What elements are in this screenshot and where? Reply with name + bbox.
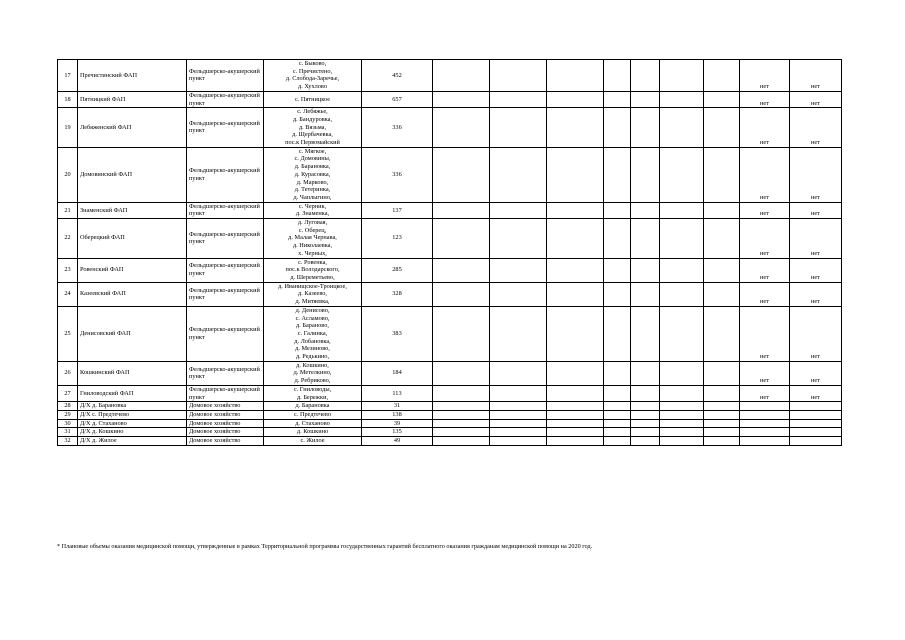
table-row: [58, 258, 842, 282]
population-cell: 328: [362, 282, 433, 306]
empty-cell: [547, 306, 604, 361]
settlement: с. Черник,: [298, 202, 327, 210]
flag-cell-b: нет: [790, 202, 842, 218]
population-cell: 39: [362, 419, 433, 428]
empty-cell: [433, 202, 490, 218]
empty-cell: [660, 385, 704, 401]
row-number: 30: [58, 419, 78, 428]
empty-cell: [490, 219, 547, 259]
facilities-table: [57, 59, 842, 446]
empty-cell: [433, 60, 490, 92]
facility-name: Домовинский ФАП: [78, 147, 187, 202]
settlements-cell: [264, 361, 362, 385]
flag-cell-a: [740, 419, 790, 428]
facility-name: Ровенский ФАП: [78, 258, 187, 282]
empty-cell: [490, 410, 547, 419]
empty-cell: [433, 419, 490, 428]
empty-cell: [547, 282, 604, 306]
table-row: [58, 419, 842, 428]
flag-cell-a: нет: [740, 306, 790, 361]
settlement: д. Бережки,: [296, 393, 329, 401]
empty-cell: [631, 410, 660, 419]
facility-type: Фельдшерско-акушерский пункт: [187, 108, 264, 148]
table-row: [58, 306, 842, 361]
settlement: х. Черных,: [298, 249, 327, 257]
empty-cell: [547, 202, 604, 218]
row-number: 23: [58, 258, 78, 282]
settlements-cell: [264, 147, 362, 202]
settlements-cell: [264, 410, 362, 419]
flag-cell-b: [790, 410, 842, 419]
row-number: 31: [58, 428, 78, 437]
flag-cell-b: нет: [790, 258, 842, 282]
row-number: 27: [58, 385, 78, 401]
flag-cell-b: [790, 402, 842, 411]
facility-name: Д/Х д. Стаханово: [78, 419, 187, 428]
flag-cell-b: [790, 437, 842, 446]
empty-cell: [547, 402, 604, 411]
settlement: д. Кошкино,: [296, 361, 329, 369]
settlement: с. Галинка,: [297, 329, 328, 337]
facility-type: Фельдшерско-акушерский пункт: [187, 91, 264, 107]
settlements-cell: [264, 428, 362, 437]
settlement: с. Мягкое,: [298, 147, 327, 155]
facility-type: Фельдшерско-акушерский пункт: [187, 258, 264, 282]
empty-cell: [704, 282, 740, 306]
facility-name: Денисовский ФАП: [78, 306, 187, 361]
row-number: 29: [58, 410, 78, 419]
empty-cell: [490, 385, 547, 401]
settlement: д. Барановка,: [294, 163, 331, 171]
settlements-cell: [264, 306, 362, 361]
empty-cell: [604, 202, 631, 218]
facility-name: Пятницкий ФАП: [78, 91, 187, 107]
facility-name: Казеевский ФАП: [78, 282, 187, 306]
empty-cell: [604, 219, 631, 259]
population-cell: 49: [362, 437, 433, 446]
empty-cell: [547, 419, 604, 428]
row-number: 22: [58, 219, 78, 259]
flag-cell-a: нет: [740, 60, 790, 92]
table-row: [58, 361, 842, 385]
empty-cell: [704, 419, 740, 428]
empty-cell: [631, 428, 660, 437]
empty-cell: [490, 402, 547, 411]
empty-cell: [604, 60, 631, 92]
flag-cell-b: нет: [790, 147, 842, 202]
facility-type: Фельдшерско-акушерский пункт: [187, 385, 264, 401]
settlement: д. Хухлово: [297, 83, 327, 91]
population-cell: 336: [362, 147, 433, 202]
empty-cell: [704, 258, 740, 282]
empty-cell: [660, 306, 704, 361]
facility-type: Фельдшерско-акушерский пункт: [187, 219, 264, 259]
settlements-cell: [264, 219, 362, 259]
row-number: 19: [58, 108, 78, 148]
facility-name: Д/Х д. Кошкино: [78, 428, 187, 437]
table-row: [58, 428, 842, 437]
empty-cell: [704, 108, 740, 148]
empty-cell: [547, 147, 604, 202]
empty-cell: [490, 108, 547, 148]
empty-cell: [490, 258, 547, 282]
footnote: * Плановые объемы оказания медицинской помощи, утвержденные в рамках Территориальной программы государственных гарантий бесплатного оказания гражданам медицинской помощи на 2020 год.: [57, 543, 593, 550]
facility-type: Домовое хозяйство: [187, 402, 264, 411]
empty-cell: [604, 385, 631, 401]
facility-type: Домовое хозяйство: [187, 410, 264, 419]
empty-cell: [631, 437, 660, 446]
row-number: 17: [58, 60, 78, 92]
empty-cell: [547, 385, 604, 401]
facility-type: Фельдшерско-акушерский пункт: [187, 306, 264, 361]
empty-cell: [433, 410, 490, 419]
empty-cell: [704, 202, 740, 218]
population-cell: 113: [362, 385, 433, 401]
flag-cell-a: нет: [740, 282, 790, 306]
empty-cell: [604, 437, 631, 446]
settlement: д. Редькино,: [295, 353, 330, 361]
table-row: [58, 202, 842, 218]
settlements-cell: [264, 402, 362, 411]
table-row: [58, 385, 842, 401]
empty-cell: [433, 282, 490, 306]
flag-cell-b: [790, 428, 842, 437]
empty-cell: [490, 361, 547, 385]
empty-cell: [660, 419, 704, 428]
settlement: д. Стаханово: [295, 419, 330, 427]
empty-cell: [631, 258, 660, 282]
empty-cell: [433, 402, 490, 411]
facility-name: Гниловодский ФАП: [78, 385, 187, 401]
empty-cell: [547, 258, 604, 282]
empty-cell: [660, 437, 704, 446]
settlement: д. Шереметьево,: [290, 273, 335, 281]
empty-cell: [490, 282, 547, 306]
facility-name: Д/Х с. Предтечево: [78, 410, 187, 419]
settlement: д. Марково,: [296, 178, 329, 186]
row-number: 32: [58, 437, 78, 446]
flag-cell-b: нет: [790, 306, 842, 361]
settlement: с. Асламово,: [295, 314, 330, 322]
facility-name: Пречистинский ФАП: [78, 60, 187, 92]
empty-cell: [704, 219, 740, 259]
empty-cell: [433, 361, 490, 385]
empty-cell: [660, 108, 704, 148]
settlement: д. Слобода-Заречье,: [285, 75, 340, 83]
settlements-cell: [264, 385, 362, 401]
empty-cell: [660, 60, 704, 92]
settlements-cell: [264, 202, 362, 218]
empty-cell: [604, 108, 631, 148]
empty-cell: [604, 282, 631, 306]
empty-cell: [631, 219, 660, 259]
empty-cell: [704, 91, 740, 107]
flag-cell-a: [740, 410, 790, 419]
flag-cell-a: нет: [740, 147, 790, 202]
empty-cell: [660, 202, 704, 218]
empty-cell: [433, 219, 490, 259]
settlement: д. Малая Чернава,: [288, 234, 337, 242]
empty-cell: [433, 108, 490, 148]
table-row: [58, 437, 842, 446]
settlement: д. Бандуровка,: [292, 115, 333, 123]
population-cell: 138: [362, 410, 433, 419]
empty-cell: [704, 385, 740, 401]
row-number: 20: [58, 147, 78, 202]
table-row: [58, 147, 842, 202]
settlement: д. Митяевка,: [295, 298, 330, 306]
empty-cell: [704, 60, 740, 92]
settlement: д. Щербачевка,: [292, 131, 333, 139]
empty-cell: [631, 419, 660, 428]
settlement: д. Знаменка,: [295, 210, 330, 218]
empty-cell: [604, 147, 631, 202]
empty-cell: [433, 428, 490, 437]
facility-name: Оберецкий ФАП: [78, 219, 187, 259]
table-row: [58, 410, 842, 419]
settlements-cell: [264, 108, 362, 148]
facility-type: Фельдшерско-акушерский пункт: [187, 147, 264, 202]
empty-cell: [604, 361, 631, 385]
row-number: 25: [58, 306, 78, 361]
settlements-cell: [264, 91, 362, 107]
population-cell: 123: [362, 219, 433, 259]
settlement: д. Курасовка,: [294, 170, 331, 178]
table-row: [58, 91, 842, 107]
settlement: д. Барановка: [295, 402, 330, 410]
empty-cell: [547, 361, 604, 385]
flag-cell-a: нет: [740, 361, 790, 385]
empty-cell: [547, 410, 604, 419]
facility-type: Домовое хозяйство: [187, 428, 264, 437]
settlement: с. Пятницкое: [294, 95, 330, 103]
empty-cell: [433, 147, 490, 202]
empty-cell: [490, 91, 547, 107]
settlement: д. Бараново,: [296, 322, 329, 330]
empty-cell: [490, 202, 547, 218]
settlement: пос.к Володарского,: [285, 266, 340, 274]
flag-cell-a: нет: [740, 108, 790, 148]
population-cell: 383: [362, 306, 433, 361]
empty-cell: [547, 91, 604, 107]
empty-cell: [631, 385, 660, 401]
facility-name: Д/Х д. Барановка: [78, 402, 187, 411]
empty-cell: [704, 410, 740, 419]
table-row: [58, 282, 842, 306]
facility-name: Кошкинский ФАП: [78, 361, 187, 385]
population-cell: 31: [362, 402, 433, 411]
settlement: с. Лебяжье,: [297, 108, 328, 116]
settlement: д. Чаплыгино,: [293, 193, 332, 201]
empty-cell: [490, 437, 547, 446]
settlement: д. Луговая,: [297, 219, 328, 227]
empty-cell: [490, 428, 547, 437]
facility-type: Фельдшерско-акушерский пункт: [187, 282, 264, 306]
flag-cell-a: [740, 402, 790, 411]
settlement: д. Казеево,: [298, 290, 327, 298]
flag-cell-b: нет: [790, 91, 842, 107]
settlement: д. Мезиново,: [295, 345, 330, 353]
empty-cell: [704, 361, 740, 385]
settlement: д. Тетеринка,: [294, 186, 331, 194]
settlements-cell: [264, 60, 362, 92]
empty-cell: [660, 282, 704, 306]
empty-cell: [547, 428, 604, 437]
table-row: [58, 108, 842, 148]
empty-cell: [660, 410, 704, 419]
population-cell: 336: [362, 108, 433, 148]
empty-cell: [631, 306, 660, 361]
empty-cell: [704, 306, 740, 361]
facility-name: Лебяженский ФАП: [78, 108, 187, 148]
empty-cell: [631, 361, 660, 385]
settlement: д. Ребриково,: [294, 377, 331, 385]
row-number: 18: [58, 91, 78, 107]
settlement: с. Жилое: [300, 437, 325, 445]
flag-cell-b: нет: [790, 385, 842, 401]
empty-cell: [660, 91, 704, 107]
table-body: [58, 60, 842, 446]
flag-cell-b: нет: [790, 282, 842, 306]
flag-cell-b: нет: [790, 60, 842, 92]
row-number: 21: [58, 202, 78, 218]
settlement: с. Быково,: [298, 60, 327, 67]
empty-cell: [490, 306, 547, 361]
empty-cell: [604, 402, 631, 411]
settlement: с. Гниловоды,: [293, 385, 332, 393]
row-number: 26: [58, 361, 78, 385]
empty-cell: [490, 419, 547, 428]
empty-cell: [490, 60, 547, 92]
empty-cell: [433, 258, 490, 282]
facility-type: Фельдшерско-акушерский пункт: [187, 60, 264, 92]
population-cell: 135: [362, 428, 433, 437]
empty-cell: [660, 219, 704, 259]
flag-cell-b: [790, 419, 842, 428]
empty-cell: [631, 202, 660, 218]
flag-cell-b: нет: [790, 219, 842, 259]
empty-cell: [604, 91, 631, 107]
flag-cell-a: нет: [740, 219, 790, 259]
settlement: с. Пречистено,: [292, 67, 333, 75]
empty-cell: [433, 306, 490, 361]
flag-cell-a: нет: [740, 91, 790, 107]
facility-type: Домовое хозяйство: [187, 419, 264, 428]
empty-cell: [660, 258, 704, 282]
settlement: д. Николаевка,: [292, 242, 333, 250]
empty-cell: [433, 385, 490, 401]
empty-cell: [704, 402, 740, 411]
population-cell: 657: [362, 91, 433, 107]
empty-cell: [631, 91, 660, 107]
table-row: [58, 402, 842, 411]
flag-cell-a: нет: [740, 385, 790, 401]
empty-cell: [660, 428, 704, 437]
facility-name: Д/Х д. Жилое: [78, 437, 187, 446]
settlements-cell: [264, 258, 362, 282]
empty-cell: [604, 258, 631, 282]
empty-cell: [631, 108, 660, 148]
settlement: д. Кошкино: [296, 428, 329, 436]
flag-cell-a: нет: [740, 202, 790, 218]
settlement: с. Домовины,: [294, 155, 331, 163]
empty-cell: [604, 306, 631, 361]
facility-type: Фельдшерско-акушерский пункт: [187, 202, 264, 218]
empty-cell: [704, 437, 740, 446]
settlements-cell: [264, 437, 362, 446]
empty-cell: [490, 147, 547, 202]
settlement: с. Ровенка,: [298, 258, 327, 266]
empty-cell: [547, 60, 604, 92]
population-cell: 452: [362, 60, 433, 92]
population-cell: 184: [362, 361, 433, 385]
settlement: д. Лобановка,: [294, 337, 331, 345]
flag-cell-b: нет: [790, 361, 842, 385]
settlement: д. Вязьма,: [298, 123, 327, 131]
empty-cell: [547, 437, 604, 446]
row-number: 28: [58, 402, 78, 411]
facility-type: Фельдшерско-акушерский пункт: [187, 361, 264, 385]
row-number: 24: [58, 282, 78, 306]
empty-cell: [433, 437, 490, 446]
settlement: д. Денисово,: [295, 306, 330, 314]
empty-cell: [704, 428, 740, 437]
empty-cell: [660, 147, 704, 202]
empty-cell: [547, 219, 604, 259]
settlement: д. Иванищское-Троицкое,: [278, 282, 347, 290]
settlement: пос.к Первомайский: [285, 139, 340, 147]
settlement: с. Предтечево: [294, 410, 331, 418]
empty-cell: [604, 410, 631, 419]
settlement: с. Оберец,: [298, 226, 327, 234]
facility-type: Домовое хозяйство: [187, 437, 264, 446]
empty-cell: [433, 91, 490, 107]
population-cell: 285: [362, 258, 433, 282]
flag-cell-a: [740, 437, 790, 446]
empty-cell: [631, 147, 660, 202]
empty-cell: [660, 402, 704, 411]
flag-cell-b: нет: [790, 108, 842, 148]
settlement: д. Метелкино,: [293, 369, 332, 377]
flag-cell-a: [740, 428, 790, 437]
empty-cell: [604, 428, 631, 437]
empty-cell: [631, 402, 660, 411]
flag-cell-a: нет: [740, 258, 790, 282]
empty-cell: [547, 108, 604, 148]
table-row: [58, 60, 842, 92]
empty-cell: [604, 419, 631, 428]
settlements-cell: [264, 419, 362, 428]
empty-cell: [704, 147, 740, 202]
empty-cell: [631, 60, 660, 92]
table-row: [58, 219, 842, 259]
empty-cell: [631, 282, 660, 306]
population-cell: 137: [362, 202, 433, 218]
settlements-cell: [264, 282, 362, 306]
empty-cell: [660, 361, 704, 385]
facility-name: Знаменский ФАП: [78, 202, 187, 218]
